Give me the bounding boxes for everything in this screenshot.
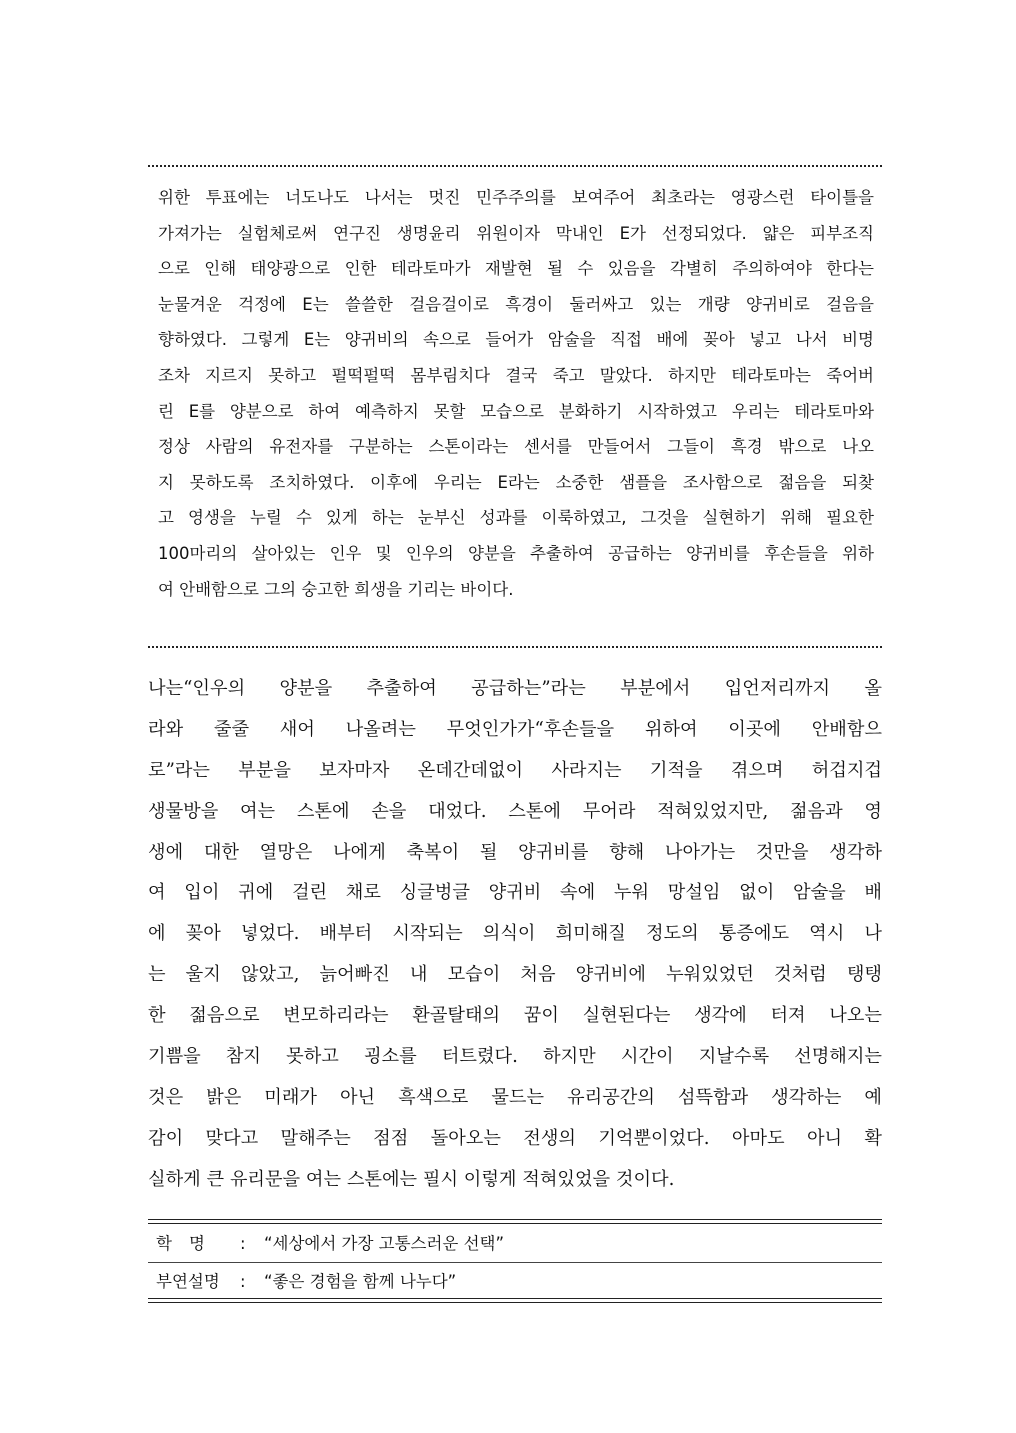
description-separator: : [240,1272,246,1291]
body-line: 생에 대한 열망은 나에게 축복이 될 양귀비를 향해 나아가는 것만을 생각하 [148,841,882,863]
body-line: 것은 밝은 미래가 아닌 흑색으로 물드는 유리공간의 섬뜩함과 생각하는 예 [148,1086,882,1108]
inscription-line: 린 E를 양분으로 하여 예측하지 못할 모습으로 분화하기 시작하였고 우리는 테라토마와 [158,401,874,421]
body-line: 생물방을 여는 스톤에 손을 대었다. 스톤에 무어라 적혀있었지만, 젊음과 영 [148,800,882,822]
body-line: 한 젊음으로 변모하리라는 환골탈태의 꿈이 실현된다는 생각에 터져 나오는 [148,1005,882,1027]
body-paragraph [148,669,882,1201]
description-label: 부연설명 [156,1272,220,1291]
inscription-line: 여 안배함으로 그의 숭고한 희생을 기리는 바이다. [158,579,514,599]
meta-middle-rule [148,1262,882,1263]
description-value: “좋은 경험을 함께 나누다” [264,1272,457,1291]
scientific-name-value: “세상에서 가장 고통스러운 선택” [264,1234,505,1253]
body-line: 실하게 큰 유리문을 여는 스톤에는 필시 이렇게 적혀있었을 것이다. [148,1168,675,1190]
inscription-line: 위한 투표에는 너도나도 나서는 멋진 민주주의를 보여주어 최초라는 영광스런 타이틀을 [158,188,874,207]
inscription-line: 100마리의 살아있는 인우 및 인우의 양분을 추출하여 공급하는 양귀비를 후손들을 위하 [158,543,874,563]
inscription-top-rule [148,165,882,167]
inscription-line: 가져가는 실험체로써 연구진 생명윤리 위원이자 막내인 E가 선정되었다. 얇은 피부조직 [158,223,874,243]
description-row [148,1264,882,1300]
inscription-line: 눈물겨운 걱정에 E는 쓸쓸한 걸음걸이로 흑경이 둘러싸고 있는 개량 양귀비로 걸음을 [158,294,874,314]
inscription-line: 정상 사람의 유전자를 구분하는 스톤이라는 센서를 만들어서 그들이 흑경 밖으로 나오 [158,437,874,457]
scientific-name-label: 학명 [156,1234,222,1253]
body-line: 나는“인우의 양분을 추출하여 공급하는”라는 부분에서 입언저리까지 올 [148,678,882,699]
inscription-line: 지 못하도록 조치하였다. 이후에 우리는 E라는 소중한 샘플을 조사함으로 젊음을 되찾 [158,472,874,492]
inscription-text [148,180,882,607]
body-line: 에 꽂아 넣었다. 배부터 시작되는 의식이 희미해질 정도의 통증에도 역시 나 [148,923,882,945]
meta-top-rule [148,1219,882,1224]
body-line: 여 입이 귀에 걸린 채로 싱글벙글 양귀비 속에 누워 망설임 없이 암술을 배 [148,882,882,904]
inscription-line: 으로 인해 태양광으로 인한 테라토마가 재발현 될 수 있음을 각별히 주의하여야 한다는 [158,259,874,279]
inscription-line: 향하였다. 그렇게 E는 양귀비의 속으로 들어가 암술을 직접 배에 꽂아 넣고 나서 비명 [158,330,874,350]
meta-bottom-rule [148,1298,882,1303]
body-line: 로”라는 부분을 보자마자 온데간데없이 사라지는 기적을 겪으며 허겁지겁 [148,759,882,781]
inscription-bottom-rule [148,646,882,648]
inscription-line: 고 영생을 누릴 수 있게 하는 눈부신 성과를 이룩하였고, 그것을 실현하기 위해 필요한 [158,508,874,528]
scientific-name-row [148,1226,882,1262]
body-line: 는 울지 않았고, 늙어빠진 내 모습이 처음 양귀비에 누워있었던 것처럼 탱탱 [148,964,882,986]
scientific-name-separator: : [240,1234,246,1253]
inscription-line: 조차 지르지 못하고 펄떡펄떡 몸부림치다 결국 죽고 말았다. 하지만 테라토마는 죽어버 [158,365,874,385]
body-line: 감이 맞다고 말해주는 점점 돌아오는 전생의 기억뿐이었다. 아마도 아니 확 [148,1127,882,1149]
body-line: 기쁨을 참지 못하고 굉소를 터트렸다. 하지만 시간이 지날수록 선명해지는 [148,1046,882,1068]
body-line: 라와 줄줄 새어 나올려는 무엇인가가“후손들을 위하여 이곳에 안배함으 [148,718,882,740]
